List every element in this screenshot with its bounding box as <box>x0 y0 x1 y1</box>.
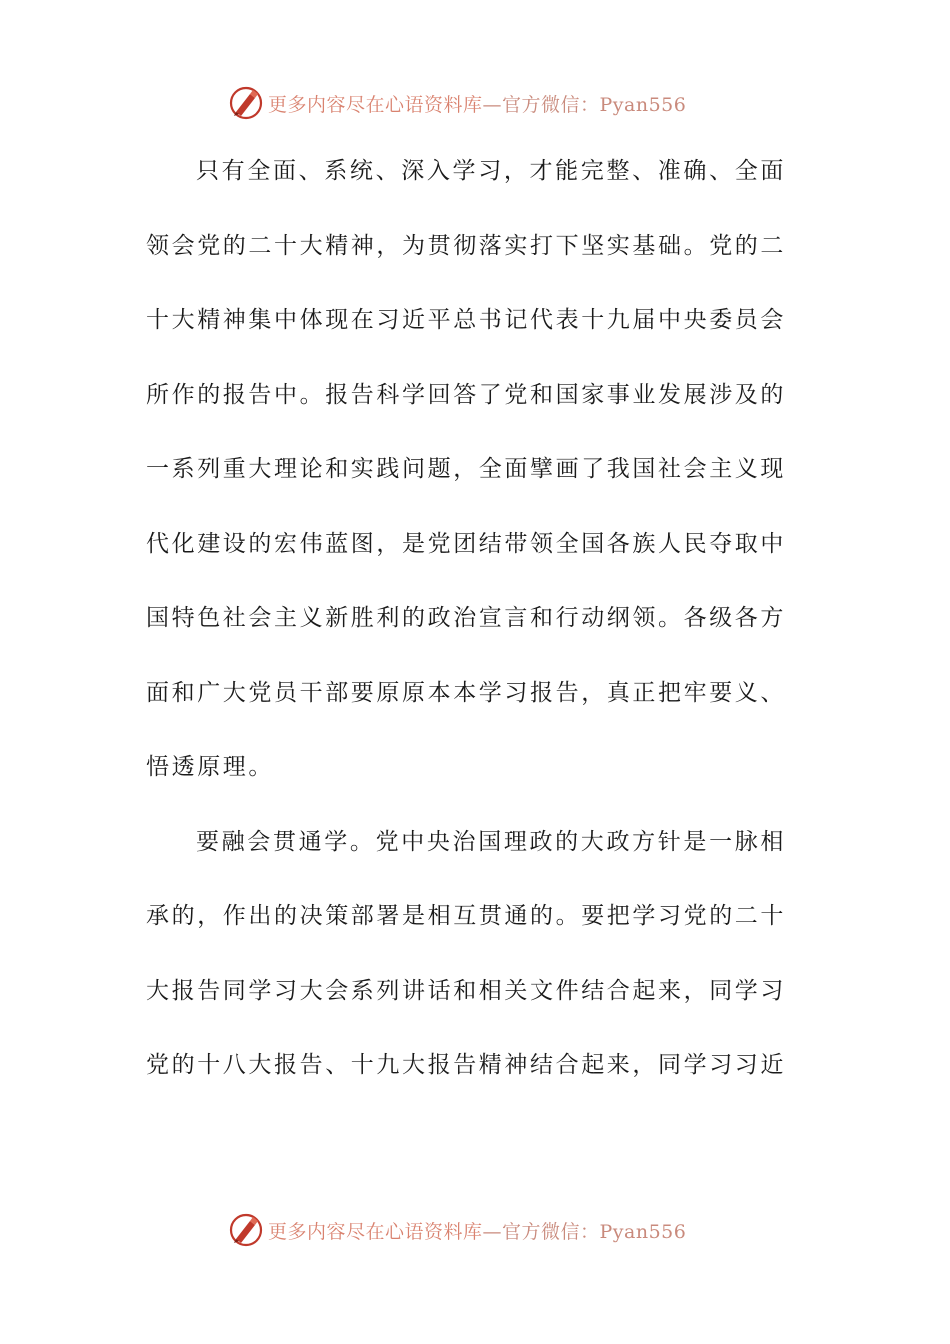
footer-text <box>268 1217 686 1244</box>
header-contact-text: 官方微信：Pyan556 <box>502 93 687 116</box>
body-paragraph: 要融会贯通学。党中央治国理政的大政方针是一脉相承的，作出的决策部署是相互贯通的。要把学习党的二十大报告同学习大会系列讲话和相关文件结合起来，同学习党的十八大报告、十九大报告精神结合起来，同学习习近 <box>146 828 786 1078</box>
header-banner <box>228 83 748 123</box>
header-dash: — <box>482 93 503 116</box>
pen-logo-icon <box>228 1212 264 1248</box>
footer-banner <box>228 1210 748 1250</box>
body-paragraph: 只有全面、系统、深入学习，才能完整、准确、全面领会党的二十大精神，为贯彻落实打下坚实基础。党的二十大精神集中体现在习近平总书记代表十九届中央委员会所作的报告中。报告科学回答了党和国家事业发展涉及的一系列重大理论和实践问题，全面擘画了我国社会主义现代化建设的宏伟蓝图，是党团结带领全国各族人民夺取中国特色社会主义新胜利的政治宣言和行动纲领。各级各方面和广大党员干部要原原本本学习报告，真正把牢要义、悟透原理。 <box>146 158 786 780</box>
header-brand-text: 更多内容尽在心语资料库 <box>268 93 483 116</box>
pen-logo-icon <box>228 85 264 121</box>
footer-contact-text: 官方微信：Pyan556 <box>502 1220 687 1243</box>
header-text <box>268 90 686 117</box>
footer-brand-text: 更多内容尽在心语资料库 <box>268 1220 483 1243</box>
document-body <box>146 134 786 1103</box>
footer-dash: — <box>482 1220 503 1243</box>
